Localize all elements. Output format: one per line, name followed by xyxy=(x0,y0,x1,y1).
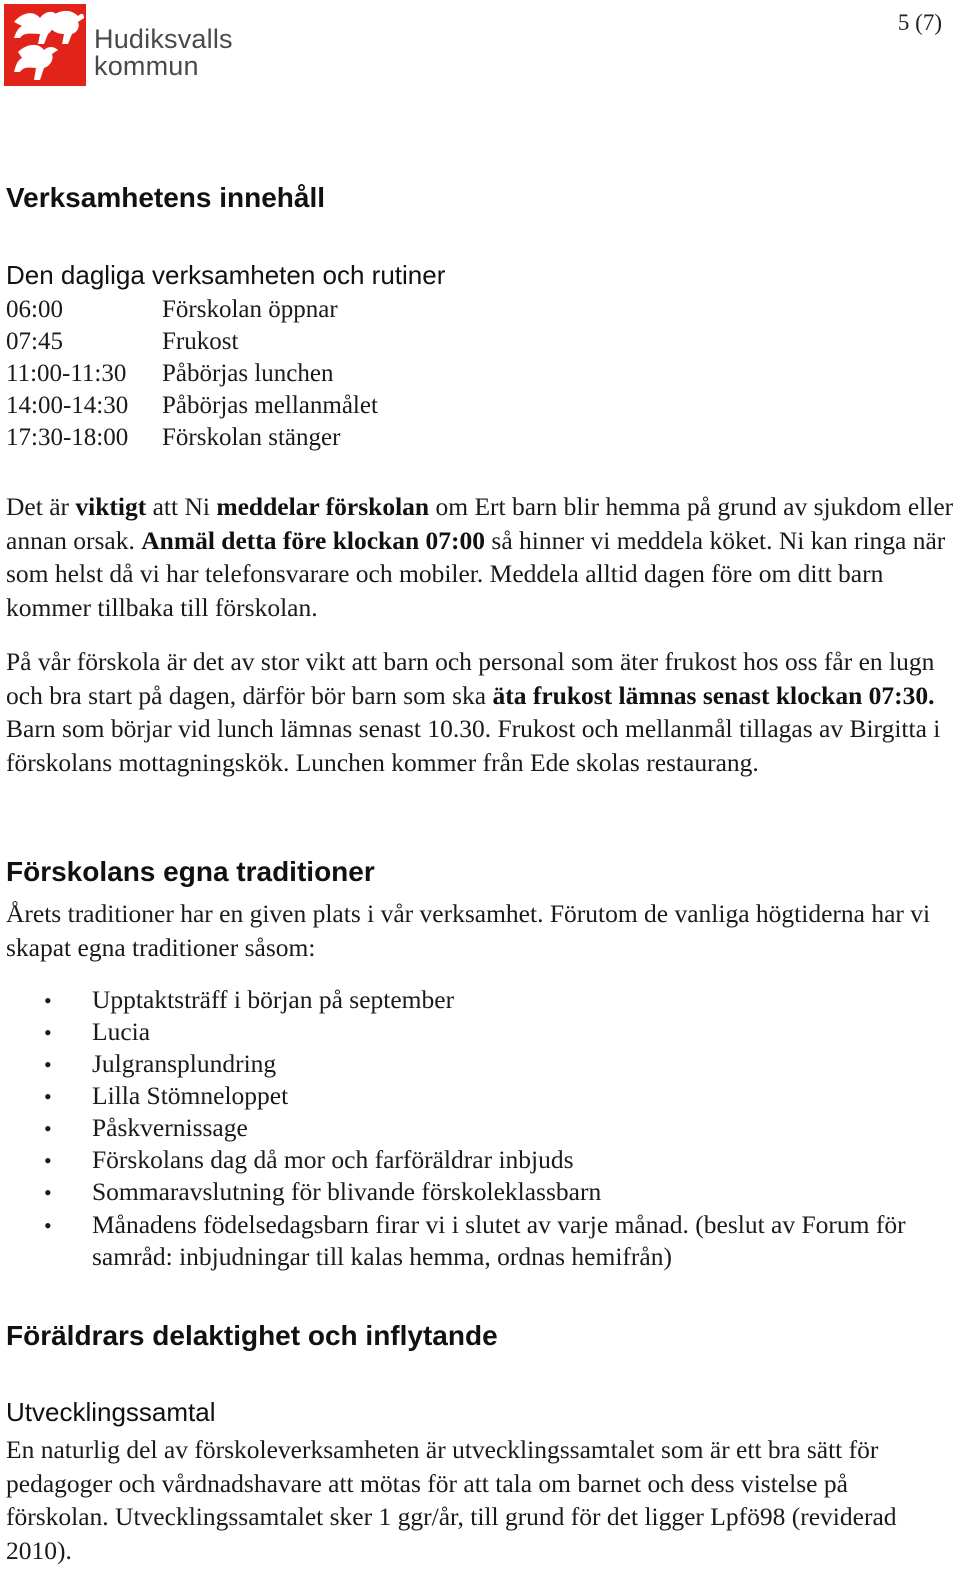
text-run: om Ert barn blir hemma på grund av sjukdom eller annan orsak. xyxy=(6,492,954,555)
subheading-utvecklingssamtal: Utvecklingssamtal xyxy=(6,1397,216,1427)
section-heading-foraldrar: Föräldrars delaktighet och inflytande xyxy=(6,1320,498,1351)
schedule-activity: Förskolan stänger xyxy=(162,424,341,451)
schedule-time: 17:30-18:00 xyxy=(6,424,129,451)
municipality-logo xyxy=(4,4,254,86)
paragraph-breakfast-info xyxy=(6,645,956,779)
bold-text-run: meddelar förskolan xyxy=(216,492,430,521)
bold-text-run: äta frukost lämnas senast klockan 07:30. xyxy=(492,680,935,710)
logo-emblem-icon xyxy=(4,4,86,86)
bold-text-run: viktigt xyxy=(75,492,147,521)
bullet-icon: • xyxy=(44,1180,52,1205)
list-item: Julgransplundring xyxy=(92,1049,277,1078)
schedule-time: 14:00-14:30 xyxy=(6,392,129,419)
bullet-icon: • xyxy=(44,988,52,1013)
list-item: Förskolans dag då mor och farföräldrar inbjuds xyxy=(92,1145,574,1174)
paragraph-development-talk: En naturlig del av förskoleverksamheten är utvecklingssamtalet som är ett bra sätt för pedagoger och vårdnadshavare att mötas för att tala om barnet och dess vistelse på förskolan. Utvecklingssamtalet sker 1 ggr/år, till grund för det ligger Lpfö98 (reviderad 2010). xyxy=(6,1435,897,1565)
subheading-daily-routines: Den dagliga verksamheten och rutiner xyxy=(6,260,446,290)
schedule-activity: Påbörjas lunchen xyxy=(162,360,334,387)
schedule-time: 07:45 xyxy=(6,328,63,355)
schedule-time: 11:00-11:30 xyxy=(6,360,127,387)
schedule-activity: Förskolan öppnar xyxy=(162,296,338,323)
bullet-icon: • xyxy=(44,1084,52,1109)
text-run: att Ni xyxy=(146,492,217,521)
list-item: Lilla Stömneloppet xyxy=(92,1081,289,1110)
section-heading-verksamhet: Verksamhetens innehåll xyxy=(6,182,326,213)
schedule-time: 06:00 xyxy=(6,296,63,323)
paragraph-absence-notice xyxy=(6,490,956,624)
bullet-icon: • xyxy=(44,1052,52,1077)
list-item: Påskvernissage xyxy=(92,1113,248,1142)
list-item: Lucia xyxy=(92,1017,151,1046)
list-item: Sommaravslutning för blivande förskoleklassbarn xyxy=(92,1177,602,1206)
bold-text-run: Anmäl detta före klockan 07:00 xyxy=(141,525,486,555)
logo-line-2: kommun xyxy=(94,51,199,81)
page-number: 5 (7) xyxy=(897,10,942,35)
section-heading-traditioner: Förskolans egna traditioner xyxy=(6,856,375,887)
schedule-activity: Påbörjas mellanmålet xyxy=(162,392,378,419)
bullet-icon: • xyxy=(44,1148,52,1173)
text-run: så hinner vi meddela köket. Ni kan ringa när som helst då vi har telefonsvarare och mobiler. Meddela alltid dagen före om ditt barn kommer tillbaka till förskolan. xyxy=(6,525,946,622)
logo-line-1: Hudiksvalls xyxy=(94,24,233,54)
paragraph-traditions-intro: Årets traditioner har en given plats i vår verksamhet. Förutom de vanliga högtiderna har vi skapat egna traditioner såsom: xyxy=(6,899,931,962)
bullet-icon: • xyxy=(44,1116,52,1141)
logo-wordmark xyxy=(94,26,233,80)
bullet-icon: • xyxy=(44,1213,52,1238)
list-item: Månadens födelsedagsbarn firar vi i slutet av varje månad. (beslut av Forum för samråd: inbjudningar till kalas hemma, ordnas hemifrån) xyxy=(92,1210,906,1271)
text-run: Barn som börjar vid lunch lämnas senast 10.30. Frukost och mellanmål tillagas av Birgitta i förskolans mottagningskök. Lunchen kommer från Ede skolas restaurang. xyxy=(6,714,941,777)
text-run: Det är xyxy=(6,492,76,521)
schedule-activity: Frukost xyxy=(162,328,239,355)
list-item: Upptaktsträff i början på september xyxy=(92,985,455,1014)
bullet-icon: • xyxy=(44,1020,52,1045)
text-run: På vår förskola är det av stor vikt att barn och personal som äter frukost hos oss får en lugn och bra start på dagen, därför bör barn som ska xyxy=(6,647,935,710)
